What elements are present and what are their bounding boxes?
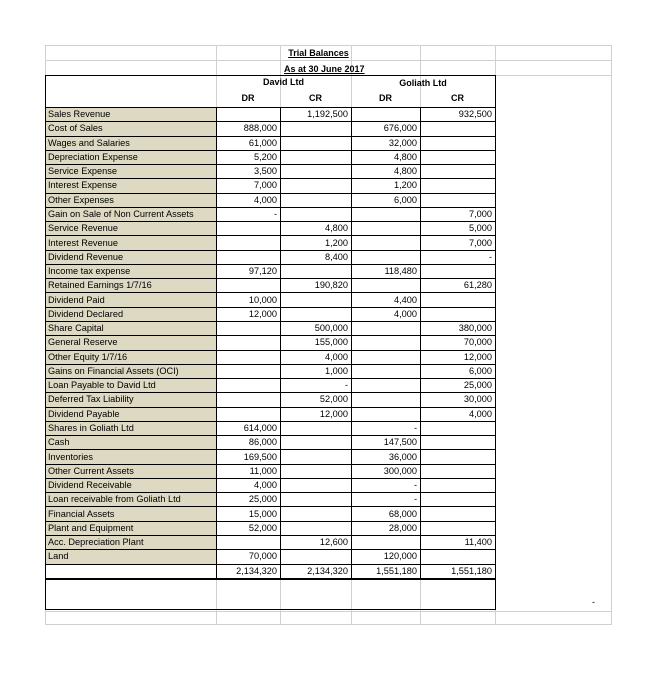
cell-goliath-dr: 68,000 (352, 507, 421, 521)
cell-goliath-dr (352, 407, 421, 421)
account-label: Other Expenses (46, 193, 217, 207)
cell-goliath-cr: 6,000 (421, 364, 496, 378)
goliath-dr-header: DR (379, 93, 392, 103)
account-label: Plant and Equipment (46, 521, 217, 535)
cell-goliath-cr (421, 493, 496, 507)
table-row (46, 136, 496, 150)
cell-david-cr (281, 307, 352, 321)
cell-goliath-dr (352, 350, 421, 364)
cell-goliath-cr (421, 165, 496, 179)
cell-goliath-cr (421, 507, 496, 521)
account-label: Wages and Salaries (46, 136, 217, 150)
table-row (46, 379, 496, 393)
account-label: Dividend Paid (46, 293, 217, 307)
cell-david-cr: 52,000 (281, 393, 352, 407)
table-row (46, 478, 496, 492)
account-label: Financial Assets (46, 507, 217, 521)
cell-david-dr: 4,000 (217, 193, 281, 207)
cell-goliath-cr (421, 264, 496, 278)
totals-row (46, 564, 496, 579)
table-row (46, 193, 496, 207)
account-label: Cash (46, 436, 217, 450)
table-row (46, 321, 496, 335)
cell-david-cr (281, 264, 352, 278)
table-row (46, 222, 496, 236)
cell-david-cr: 12,600 (281, 535, 352, 549)
cell-goliath-cr (421, 421, 496, 435)
cell-goliath-dr: 32,000 (352, 136, 421, 150)
table-row (46, 293, 496, 307)
cell-goliath-dr (352, 222, 421, 236)
cell-goliath-dr (352, 108, 421, 122)
table-row (46, 464, 496, 478)
cell-david-cr: 4,800 (281, 222, 352, 236)
cell-david-cr (281, 421, 352, 435)
account-label: Income tax expense (46, 264, 217, 278)
cell-goliath-dr (352, 364, 421, 378)
cell-goliath-cr: 7,000 (421, 236, 496, 250)
cell-goliath-dr: 676,000 (352, 122, 421, 136)
table-row (46, 535, 496, 549)
cell-david-dr: 70,000 (217, 550, 281, 564)
account-label: Dividend Declared (46, 307, 217, 321)
cell-goliath-cr (421, 550, 496, 564)
cell-david-cr (281, 136, 352, 150)
cell-david-cr (281, 478, 352, 492)
cell-goliath-cr (421, 436, 496, 450)
cell-david-dr (217, 336, 281, 350)
account-label: Other Current Assets (46, 464, 217, 478)
cell-goliath-dr: 147,500 (352, 436, 421, 450)
table-row (46, 236, 496, 250)
table-row (46, 122, 496, 136)
cell-david-dr: 888,000 (217, 122, 281, 136)
cell-goliath-dr: 4,000 (352, 307, 421, 321)
company-goliath-header: Goliath Ltd (399, 78, 447, 88)
account-label: Loan receivable from Goliath Ltd (46, 493, 217, 507)
cell-david-dr: 7,000 (217, 179, 281, 193)
cell-goliath-dr: 4,400 (352, 293, 421, 307)
cell-goliath-cr: 380,000 (421, 321, 496, 335)
account-label: Other Equity 1/7/16 (46, 350, 217, 364)
account-label: Gain on Sale of Non Current Assets (46, 207, 217, 221)
cell-goliath-dr (352, 279, 421, 293)
table-row (46, 207, 496, 221)
cell-goliath-cr: 30,000 (421, 393, 496, 407)
cell-david-dr (217, 364, 281, 378)
report-title: Trial Balances (288, 48, 349, 58)
cell-goliath-dr (352, 393, 421, 407)
cell-david-dr: 25,000 (217, 493, 281, 507)
cell-goliath-cr (421, 150, 496, 164)
cell-david-cr (281, 493, 352, 507)
table-row (46, 307, 496, 321)
cell-david-cr: - (281, 379, 352, 393)
cell-goliath-dr (352, 250, 421, 264)
cell-goliath-dr: - (352, 478, 421, 492)
table-row (46, 250, 496, 264)
cell-david-cr: 1,200 (281, 236, 352, 250)
table-row (46, 393, 496, 407)
cell-david-cr (281, 450, 352, 464)
table-row (46, 108, 496, 122)
cell-goliath-cr: - (421, 250, 496, 264)
table-row (46, 179, 496, 193)
table-row (46, 364, 496, 378)
account-label: Dividend Payable (46, 407, 217, 421)
cell-goliath-dr: 120,000 (352, 550, 421, 564)
cell-goliath-cr (421, 293, 496, 307)
cell-david-cr: 1,000 (281, 364, 352, 378)
cell-david-dr: 169,500 (217, 450, 281, 464)
table-row (46, 450, 496, 464)
david-dr-header: DR (241, 93, 255, 103)
company-david-header: David Ltd (262, 77, 304, 87)
table-row (46, 279, 496, 293)
cell-goliath-cr: 25,000 (421, 379, 496, 393)
stray-dash: - (592, 597, 595, 607)
cell-david-dr (217, 535, 281, 549)
cell-goliath-cr: 5,000 (421, 222, 496, 236)
cell-david-dr (217, 379, 281, 393)
david-cr-header: CR (309, 93, 322, 103)
table-row (46, 350, 496, 364)
report-date: As at 30 June 2017 (284, 64, 365, 74)
account-label: Service Expense (46, 165, 217, 179)
account-label: Loan Payable to David Ltd (46, 379, 217, 393)
cell-david-dr: 4,000 (217, 478, 281, 492)
cell-david-dr: 12,000 (217, 307, 281, 321)
cell-david-dr (217, 236, 281, 250)
cell-goliath-cr (421, 136, 496, 150)
cell-david-dr (217, 350, 281, 364)
account-label: Shares in Goliath Ltd (46, 421, 217, 435)
account-label: Acc. Depreciation Plant (46, 535, 217, 549)
account-label: General Reserve (46, 336, 217, 350)
cell-goliath-cr: 12,000 (421, 350, 496, 364)
goliath-cr-header: CR (451, 93, 464, 103)
cell-goliath-cr: 70,000 (421, 336, 496, 350)
cell-david-cr: 155,000 (281, 336, 352, 350)
cell-goliath-dr (352, 321, 421, 335)
cell-goliath-cr (421, 464, 496, 478)
cell-david-cr: 8,400 (281, 250, 352, 264)
cell-goliath-dr (352, 535, 421, 549)
cell-david-dr: 97,120 (217, 264, 281, 278)
cell-david-cr: 12,000 (281, 407, 352, 421)
cell-goliath-cr (421, 179, 496, 193)
total-goliath-cr: 1,551,180 (421, 564, 496, 579)
cell-david-dr (217, 393, 281, 407)
cell-david-cr (281, 165, 352, 179)
cell-david-cr (281, 193, 352, 207)
cell-goliath-cr (421, 521, 496, 535)
cell-goliath-cr: 932,500 (421, 108, 496, 122)
table-row (46, 407, 496, 421)
cell-goliath-dr: 6,000 (352, 193, 421, 207)
table-row (46, 336, 496, 350)
account-label: Retained Earnings 1/7/16 (46, 279, 217, 293)
cell-goliath-dr: 4,800 (352, 150, 421, 164)
table-row (46, 507, 496, 521)
account-label: Inventories (46, 450, 217, 464)
cell-david-dr: - (217, 207, 281, 221)
account-label: Cost of Sales (46, 122, 217, 136)
cell-david-cr (281, 293, 352, 307)
cell-david-cr (281, 507, 352, 521)
cell-david-dr: 52,000 (217, 521, 281, 535)
account-label: Interest Expense (46, 179, 217, 193)
cell-david-cr (281, 122, 352, 136)
cell-goliath-cr (421, 450, 496, 464)
cell-goliath-dr (352, 207, 421, 221)
account-label: Share Capital (46, 321, 217, 335)
cell-david-cr: 500,000 (281, 321, 352, 335)
cell-david-dr: 15,000 (217, 507, 281, 521)
cell-david-dr: 3,500 (217, 165, 281, 179)
cell-david-dr: 5,200 (217, 150, 281, 164)
cell-david-dr: 614,000 (217, 421, 281, 435)
cell-david-dr: 61,000 (217, 136, 281, 150)
account-label: Dividend Receivable (46, 478, 217, 492)
cell-david-dr: 11,000 (217, 464, 281, 478)
table-row (46, 521, 496, 535)
cell-goliath-cr: 4,000 (421, 407, 496, 421)
cell-david-dr (217, 279, 281, 293)
cell-goliath-cr: 61,280 (421, 279, 496, 293)
cell-goliath-dr (352, 236, 421, 250)
cell-goliath-dr: - (352, 493, 421, 507)
table-row (46, 436, 496, 450)
cell-david-cr (281, 150, 352, 164)
cell-goliath-cr: 11,400 (421, 535, 496, 549)
total-david-cr: 2,134,320 (281, 564, 352, 579)
cell-david-dr (217, 321, 281, 335)
account-label: Depreciation Expense (46, 150, 217, 164)
cell-goliath-dr (352, 379, 421, 393)
account-label: Sales Revenue (46, 108, 217, 122)
cell-goliath-cr (421, 478, 496, 492)
cell-goliath-cr (421, 307, 496, 321)
trial-balance-table (45, 107, 496, 580)
account-label: Gains on Financial Assets (OCI) (46, 364, 217, 378)
account-label: Dividend Revenue (46, 250, 217, 264)
cell-goliath-cr: 7,000 (421, 207, 496, 221)
cell-goliath-dr: 28,000 (352, 521, 421, 535)
table-row (46, 550, 496, 564)
totals-label (46, 564, 217, 579)
table-row (46, 493, 496, 507)
cell-david-dr (217, 407, 281, 421)
cell-david-cr (281, 179, 352, 193)
cell-david-cr (281, 436, 352, 450)
cell-david-cr (281, 207, 352, 221)
cell-david-dr (217, 108, 281, 122)
total-goliath-dr: 1,551,180 (352, 564, 421, 579)
cell-goliath-dr: - (352, 421, 421, 435)
cell-goliath-dr: 1,200 (352, 179, 421, 193)
cell-david-cr: 4,000 (281, 350, 352, 364)
account-label: Service Revenue (46, 222, 217, 236)
cell-goliath-dr (352, 336, 421, 350)
cell-goliath-dr: 4,800 (352, 165, 421, 179)
cell-david-cr: 190,820 (281, 279, 352, 293)
cell-david-dr: 86,000 (217, 436, 281, 450)
cell-goliath-cr (421, 193, 496, 207)
cell-david-cr (281, 550, 352, 564)
cell-david-dr: 10,000 (217, 293, 281, 307)
cell-david-cr: 1,192,500 (281, 108, 352, 122)
cell-david-cr (281, 521, 352, 535)
cell-goliath-dr: 300,000 (352, 464, 421, 478)
cell-goliath-dr: 118,480 (352, 264, 421, 278)
table-row (46, 421, 496, 435)
cell-david-dr (217, 222, 281, 236)
account-label: Deferred Tax Liability (46, 393, 217, 407)
total-david-dr: 2,134,320 (217, 564, 281, 579)
account-label: Land (46, 550, 217, 564)
table-row (46, 150, 496, 164)
table-row (46, 264, 496, 278)
cell-goliath-dr: 36,000 (352, 450, 421, 464)
cell-david-cr (281, 464, 352, 478)
cell-david-dr (217, 250, 281, 264)
cell-goliath-cr (421, 122, 496, 136)
account-label: Interest Revenue (46, 236, 217, 250)
table-row (46, 165, 496, 179)
